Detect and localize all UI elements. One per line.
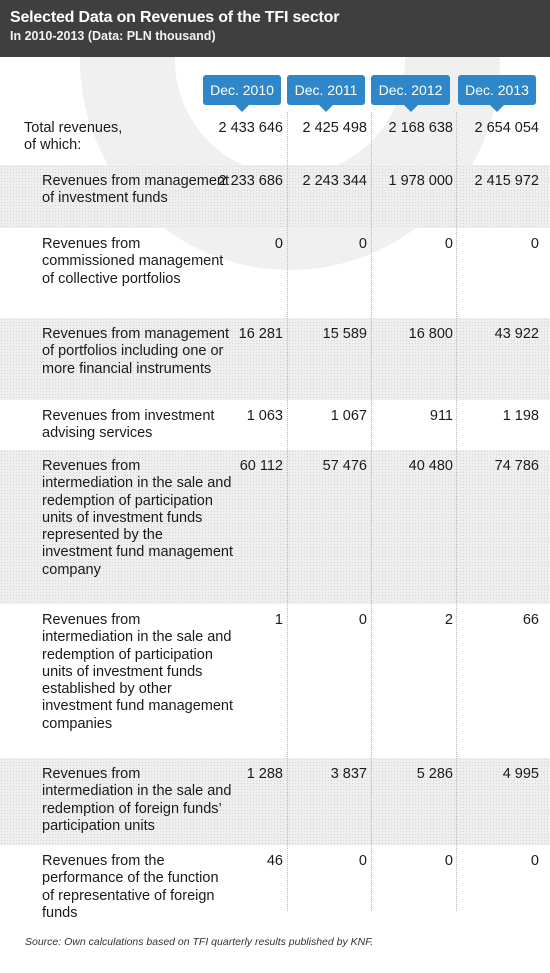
- table-cell-dec-2013: 2 415 972: [474, 173, 539, 189]
- table-row: [0, 318, 550, 400]
- row-label: Revenues from commissioned management of collective portfolios: [42, 236, 224, 287]
- table-row: [0, 604, 550, 758]
- table-row: [0, 450, 550, 604]
- table-cell-dec-2010: 1 063: [246, 408, 283, 424]
- row-label: Total revenues, of which:: [24, 120, 123, 154]
- table-cell-dec-2011: 3 837: [330, 766, 367, 782]
- table-cell-dec-2012: 5 286: [416, 766, 453, 782]
- table-cell-dec-2011: 0: [358, 236, 367, 252]
- table-cell-dec-2011: 57 476: [322, 458, 367, 474]
- table-cell-dec-2010: 2 233 686: [218, 173, 283, 189]
- table-cell-dec-2012: 40 480: [408, 458, 453, 474]
- chart-subtitle: In 2010-2013 (Data: PLN thousand): [10, 29, 216, 43]
- table-cell-dec-2012: 16 800: [408, 326, 453, 342]
- source-note: Source: Own calculations based on TFI quarterly results published by KNF.: [25, 936, 374, 948]
- table-cell-dec-2010: 2 433 646: [218, 120, 283, 136]
- table-cell-dec-2010: 46: [266, 853, 283, 869]
- table-cell-dec-2010: 1: [274, 612, 283, 628]
- column-divider: [287, 112, 288, 911]
- table-row: [0, 400, 550, 450]
- table-cell-dec-2012: 0: [444, 236, 453, 252]
- table-cell-dec-2012: 2: [444, 612, 453, 628]
- table-cell-dec-2010: 60 112: [239, 458, 283, 474]
- table-cell-dec-2011: 15 589: [322, 326, 367, 342]
- table-cell-dec-2012: 1 978 000: [388, 173, 453, 189]
- table-cell-dec-2013: 43 922: [494, 326, 539, 342]
- table-cell-dec-2010: 1 288: [246, 766, 283, 782]
- column-header-dec-2013: Dec. 2013: [458, 75, 536, 105]
- column-divider: [456, 112, 457, 911]
- title-banner: [0, 0, 550, 57]
- table-row: [0, 165, 550, 228]
- table-cell-dec-2011: 0: [358, 612, 367, 628]
- table-cell-dec-2013: 0: [530, 236, 539, 252]
- row-label: Revenues from intermediation in the sale and redemption of participation units of investment funds represented by the investment fund management company: [42, 458, 234, 578]
- table-row: [0, 758, 550, 845]
- column-header-dec-2012: Dec. 2012: [371, 75, 450, 105]
- table-cell-dec-2013: 2 654 054: [474, 120, 539, 136]
- column-header-dec-2010: Dec. 2010: [203, 75, 281, 105]
- table-cell-dec-2012: 0: [444, 853, 453, 869]
- table-cell-dec-2011: 1 067: [330, 408, 367, 424]
- table-row-total: [0, 112, 550, 165]
- column-header-dec-2011: Dec. 2011: [287, 75, 365, 105]
- table-cell-dec-2011: 0: [358, 853, 367, 869]
- column-divider: [371, 112, 372, 911]
- table-cell-dec-2011: 2 243 344: [302, 173, 367, 189]
- table-cell-dec-2011: 2 425 498: [302, 120, 367, 136]
- table-cell-dec-2013: 74 786: [494, 458, 539, 474]
- table-row: [0, 228, 550, 318]
- row-label: Revenues from management of portfolios including one or more financial instruments: [42, 326, 229, 377]
- table-cell-dec-2012: 2 168 638: [388, 120, 453, 136]
- table-cell-dec-2013: 66: [522, 612, 539, 628]
- row-label: Revenues from investment advising services: [42, 408, 215, 442]
- table-cell-dec-2010: 0: [274, 236, 283, 252]
- chart-title: Selected Data on Revenues of the TFI sector: [10, 9, 340, 26]
- row-label: Revenues from intermediation in the sale and redemption of participation units of investment funds established by other investment fund management companies: [42, 612, 234, 732]
- table-cell-dec-2010: 16 281: [238, 326, 283, 342]
- row-label: Revenues from the performance of the function of representative of foreign funds: [42, 853, 219, 921]
- table-cell-dec-2013: 1 198: [502, 408, 539, 424]
- table-cell-dec-2013: 4 995: [502, 766, 539, 782]
- table-cell-dec-2012: 911: [429, 408, 453, 424]
- row-label: Revenues from management of investment funds: [42, 173, 229, 207]
- row-label: Revenues from intermediation in the sale and redemption of foreign funds’ participation units: [42, 766, 232, 834]
- table-cell-dec-2013: 0: [530, 853, 539, 869]
- table-row: [0, 845, 550, 928]
